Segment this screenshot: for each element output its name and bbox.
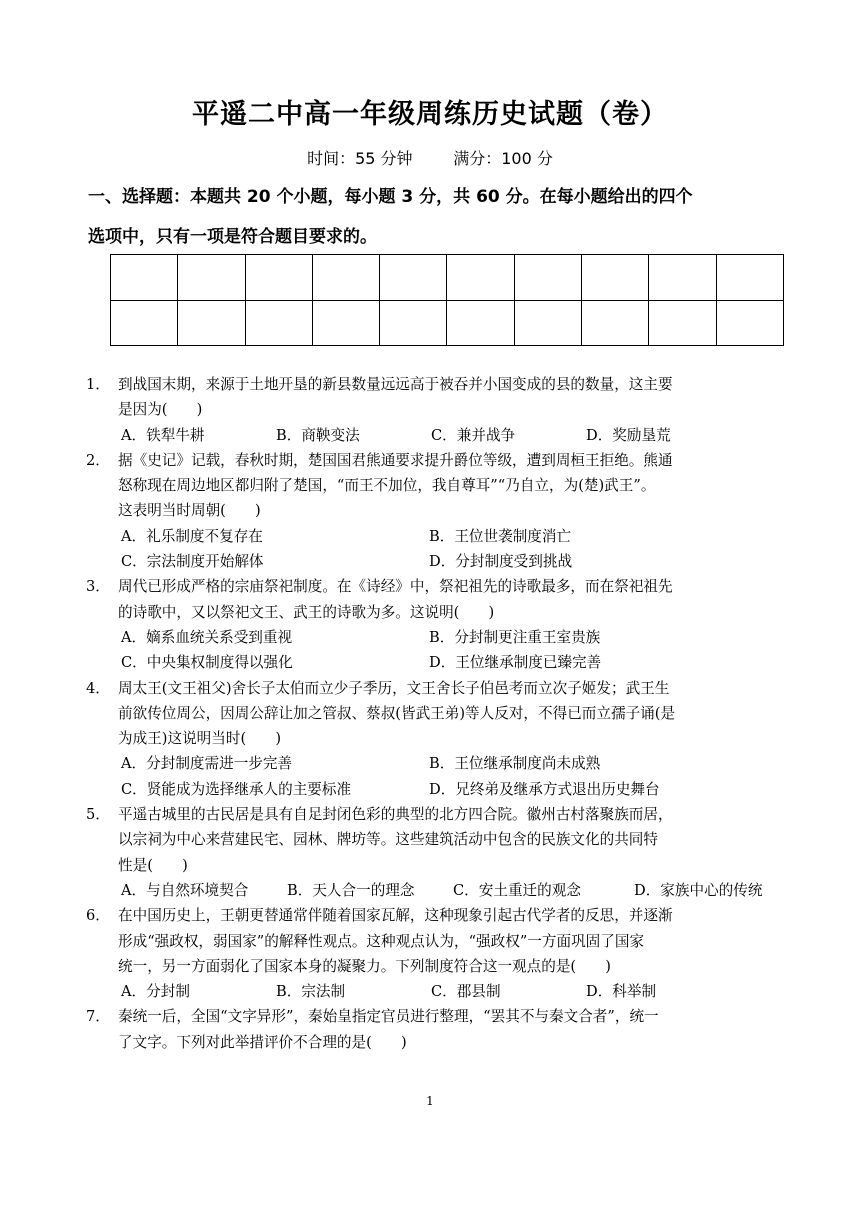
- question-4-options-row-1: [86, 751, 786, 776]
- question-text-line: 平遥古城里的古民居是具有自足封闭色彩的典型的北方四合院。徽州古村落聚族而居，: [118, 806, 673, 824]
- option-a[interactable]: A．礼乐制度不复存在: [121, 527, 263, 545]
- question-2: [86, 448, 786, 524]
- question-text-line: 这表明当时周朝( ): [118, 502, 261, 520]
- question-text-line: 了文字。下列对此举措评价不合理的是( ): [118, 1033, 407, 1051]
- question-text-line: 性是( ): [118, 856, 188, 874]
- option-b[interactable]: B．分封制更注重王室贵族: [429, 628, 601, 646]
- option-a[interactable]: A．铁犁牛耕: [121, 426, 205, 444]
- option-b[interactable]: B．商鞅变法: [276, 426, 360, 444]
- question-3-options-row-2: [86, 650, 786, 675]
- question-text-line: 周代已形成严格的宗庙祭祀制度。在《诗经》中，祭祀祖先的诗歌最多，而在祭祀祖先: [118, 578, 673, 596]
- question-7: [86, 1004, 786, 1055]
- option-b[interactable]: B．天人合一的理念: [287, 881, 415, 899]
- question-6: [86, 903, 786, 979]
- question-text-line: 到战国末期，来源于土地开垦的新县数量远远高于被吞并小国变成的县的数量，这主要: [118, 376, 673, 393]
- question-text-line: 为成王)这说明当时( ): [118, 730, 282, 748]
- question-text-line: 形成“强政权，弱国家”的解释性观点。这种观点认为，“强政权”一方面巩固了国家: [118, 932, 645, 950]
- option-b[interactable]: B．宗法制: [276, 983, 346, 1001]
- option-d[interactable]: D．奖励垦荒: [586, 426, 671, 444]
- option-c[interactable]: C．中央集权制度得以强化: [121, 654, 293, 672]
- answer-cell[interactable]: [178, 255, 245, 301]
- option-a[interactable]: A．分封制: [121, 983, 190, 1001]
- question-3-options-row-1: [86, 625, 786, 650]
- question-1: [86, 372, 786, 423]
- section-heading-line-2: 选项中，只有一项是符合题目要求的。: [88, 227, 377, 247]
- option-d[interactable]: D．王位继承制度已臻完善: [429, 654, 602, 672]
- option-d[interactable]: D．家族中心的传统: [634, 881, 763, 899]
- question-number: 6．: [86, 907, 110, 925]
- answer-grid-row: [111, 255, 784, 301]
- question-text-line: 统一，另一方面弱化了国家本身的凝聚力。下列制度符合这一观点的是( ): [118, 957, 611, 975]
- answer-cell[interactable]: [245, 255, 312, 301]
- question-number: 3．: [86, 578, 110, 596]
- question-number: 7．: [86, 1008, 110, 1026]
- question-number: 4．: [86, 679, 110, 697]
- option-c[interactable]: C．安土重迁的观念: [453, 881, 581, 899]
- question-4: [86, 676, 786, 752]
- question-3: [86, 574, 786, 625]
- answer-cell[interactable]: [380, 300, 447, 346]
- answer-cell[interactable]: [312, 255, 379, 301]
- answer-cell[interactable]: [178, 300, 245, 346]
- answer-cell[interactable]: [111, 255, 178, 301]
- option-d[interactable]: D．分封制度受到挑战: [429, 553, 573, 571]
- option-a[interactable]: A．分封制度需进一步完善: [121, 755, 293, 773]
- option-b[interactable]: B．王位继承制度尚未成熟: [429, 755, 601, 773]
- answer-cell[interactable]: [447, 255, 514, 301]
- question-6-options: [86, 979, 786, 1004]
- question-1-options: [86, 423, 786, 448]
- question-text-line: 的诗歌中，又以祭祀文王、武王的诗歌为多。这说明( ): [118, 603, 495, 621]
- question-5-options: [86, 878, 786, 903]
- option-d[interactable]: D．兄终弟及继承方式退出历史舞台: [429, 780, 660, 798]
- question-number: 2．: [86, 451, 110, 469]
- answer-cell[interactable]: [447, 300, 514, 346]
- option-c[interactable]: C．宗法制度开始解体: [121, 553, 264, 571]
- question-5: [86, 802, 786, 878]
- question-text-line: 在中国历史上，王朝更替通常伴随着国家瓦解，这种现象引起古代学者的反思，并逐渐: [118, 907, 673, 925]
- section-heading-line-1: 一、选择题：本题共 20 个小题，每小题 3 分，共 60 分。在每小题给出的四个: [88, 187, 693, 207]
- option-c[interactable]: C．郡县制: [431, 983, 501, 1001]
- exam-subtitle: 时间：55 分钟 满分：100 分: [307, 149, 553, 168]
- answer-grid-row: [111, 300, 784, 346]
- question-text-line: 前欲传位周公，因周公辞让加之管叔、蔡叔(皆武王弟)等人反对，不得已而立孺子诵(是: [118, 704, 676, 722]
- page-number: 1: [426, 1094, 434, 1108]
- answer-grid: [110, 254, 784, 346]
- question-number: 5．: [86, 806, 110, 824]
- answer-cell[interactable]: [649, 300, 716, 346]
- question-text-line: 周太王(文王祖父)舍长子太伯而立少子季历，文王舍长子伯邑考而立次子姬发；武王生: [118, 679, 670, 697]
- answer-cell[interactable]: [514, 300, 581, 346]
- option-c[interactable]: C．兼并战争: [431, 426, 516, 444]
- answer-cell[interactable]: [111, 300, 178, 346]
- answer-cell[interactable]: [380, 255, 447, 301]
- option-d[interactable]: D．科举制: [586, 983, 657, 1001]
- question-2-options-row-1: [86, 524, 786, 549]
- answer-cell[interactable]: [312, 300, 379, 346]
- answer-cell[interactable]: [649, 255, 716, 301]
- answer-cell[interactable]: [716, 300, 783, 346]
- option-c[interactable]: C．贤能成为选择继承人的主要标准: [121, 780, 352, 798]
- question-text-line: 怒称现在周边地区都归附了楚国，“而王不加位，我自尊耳”“乃自立，为(楚)武王”。: [118, 477, 656, 495]
- option-b[interactable]: B．王位世袭制度消亡: [429, 527, 572, 545]
- question-text-line: 秦统一后，全国“文字异形”，秦始皇指定官员进行整理，“罢其不与秦文合者”，统一: [118, 1008, 659, 1026]
- question-text-line: 据《史记》记载，春秋时期，楚国国君熊通要求提升爵位等级，遭到周桓王拒绝。熊通: [118, 451, 673, 469]
- answer-cell[interactable]: [716, 255, 783, 301]
- question-list: [86, 372, 786, 1055]
- option-a[interactable]: A．与自然环境契合: [121, 881, 249, 899]
- question-text-line: 是因为( ): [118, 401, 203, 419]
- answer-cell[interactable]: [582, 255, 649, 301]
- answer-cell[interactable]: [514, 255, 581, 301]
- question-text-line: 以宗祠为中心来营建民宅、园林、牌坊等。这些建筑活动中包含的民族文化的共同特: [118, 831, 658, 849]
- question-2-options-row-2: [86, 549, 786, 574]
- exam-title: 平遥二中高一年级周练历史试题（卷）: [192, 99, 668, 130]
- answer-cell[interactable]: [245, 300, 312, 346]
- question-number: 1．: [86, 376, 110, 393]
- option-a[interactable]: A．嫡系血统关系受到重视: [121, 628, 293, 646]
- answer-cell[interactable]: [582, 300, 649, 346]
- question-4-options-row-2: [86, 777, 786, 802]
